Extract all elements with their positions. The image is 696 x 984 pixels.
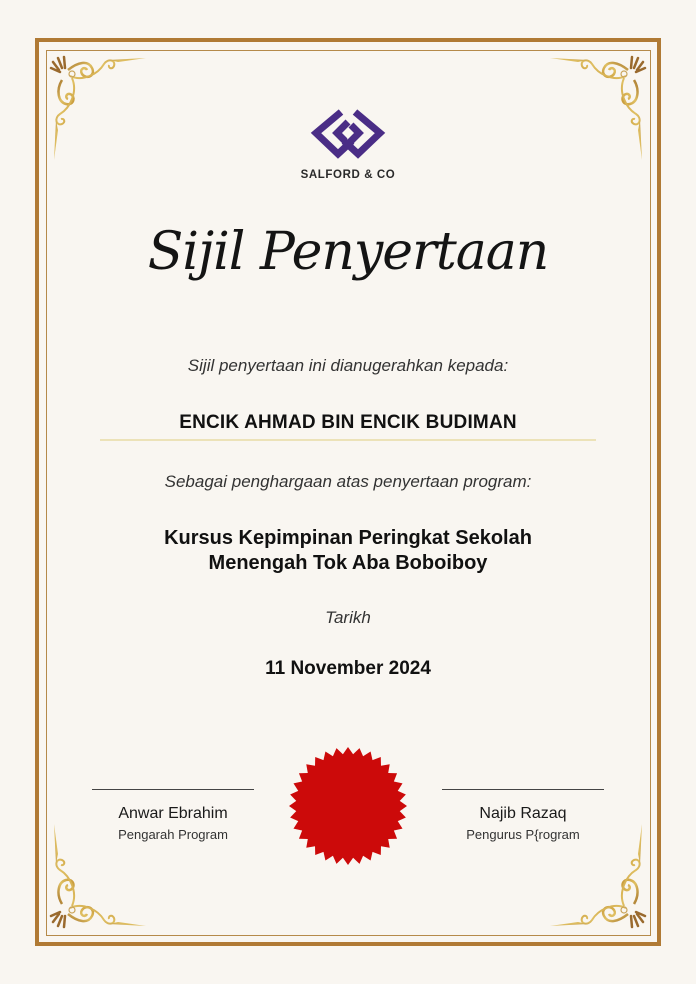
signatory-role-right: Pengurus P{rogram: [466, 827, 580, 842]
signature-line-right: [442, 789, 604, 790]
signature-line-left: [92, 789, 254, 790]
signatory-name-right: Najib Razaq: [479, 805, 567, 822]
recipient-name: ENCIK AHMAD BIN ENCIK BUDIMAN: [179, 412, 517, 433]
certificate-date: 11 November 2024: [265, 658, 431, 679]
certificate-title: Sijil Penyertaan: [147, 222, 549, 282]
awarded-to-label: Sijil penyertaan ini dianugerahkan kepada:: [187, 356, 509, 375]
program-name-line1: Kursus Kepimpinan Peringkat Sekolah: [164, 527, 532, 549]
company-logo-icon: [308, 104, 388, 162]
corner-ornament-icon: [548, 52, 648, 162]
corner-ornament-icon: [48, 52, 148, 162]
date-label: Tarikh: [325, 608, 371, 627]
name-underline: [100, 439, 596, 441]
company-name: SALFORD & CO: [300, 169, 396, 181]
program-label: Sebagai penghargaan atas penyertaan program:: [164, 472, 532, 491]
program-name-line2: Menengah Tok Aba Boboiboy: [208, 552, 488, 574]
seal-icon: [288, 746, 408, 866]
signatory-role-left: Pengarah Program: [118, 827, 228, 842]
signatory-name-left: Anwar Ebrahim: [118, 805, 228, 822]
program-name: [0, 526, 696, 576]
